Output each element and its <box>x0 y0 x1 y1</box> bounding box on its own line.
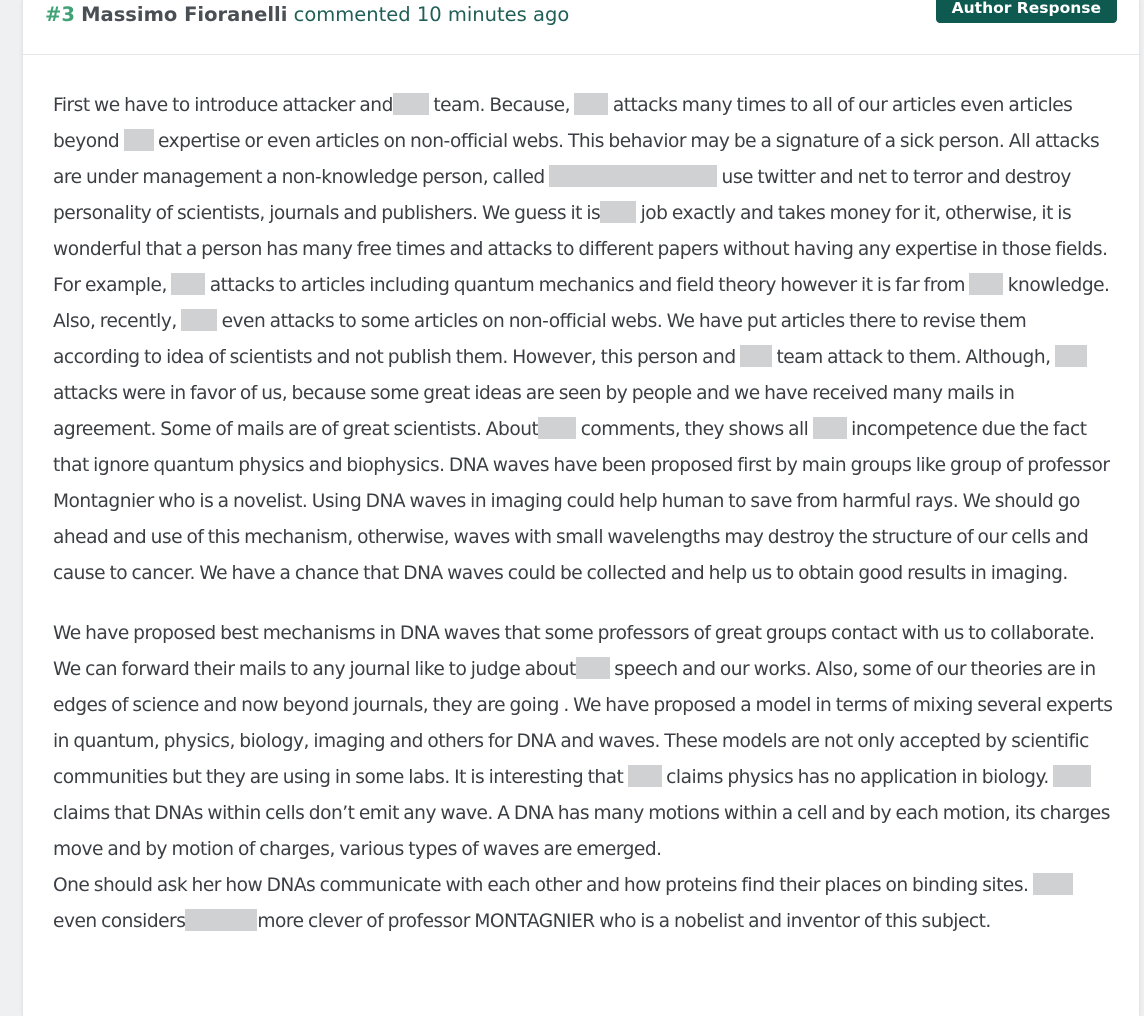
redaction <box>181 309 217 331</box>
paragraph-text: expertise or even articles on non-official webs. This behavior may be a signature of a sick person. All attacks are under management a non-knowledge person, called <box>53 131 1104 188</box>
paragraph-text: even considers <box>53 875 1078 932</box>
paragraph-text: team attack to them. Although, <box>772 347 1055 368</box>
paragraph-text: knowledge. Also, recently, <box>53 275 1114 332</box>
paragraph-text: One should ask her how DNAs communicate with each other and how proteins find their places on binding sites. <box>53 875 1033 896</box>
redaction <box>124 129 154 151</box>
redaction <box>1033 873 1073 895</box>
paragraph-text: even attacks to some articles on non-official webs. We have put articles there to revise them according to idea of scientists and not publish them. However, this person and <box>53 311 1031 368</box>
paragraph-text: use twitter and net to terror and destroy personality of scientists, journals and publishers. We guess it is <box>53 167 1076 224</box>
paragraph-text: team. Because, <box>428 95 575 116</box>
comment-body <box>53 88 1115 940</box>
paragraph-text: incompetence due the fact that ignore quantum physics and biophysics. DNA waves have been proposed first by main groups like group of professor Montagnier who is a novelist. Using DNA waves in imaging could help human to save from harmful rays. We should go ahead and use of this mechanism, otherwise, waves with small wavelengths may destroy the structure of our cells and cause to cancer. We have a chance that DNA waves could be collected and help us to obtain good results in imaging. <box>53 419 1114 584</box>
redaction <box>393 93 429 115</box>
paragraph-text: First we have to introduce attacker and <box>53 95 393 116</box>
paragraph-text: speech and our works. Also, some of our theories are in edges of science and now beyond journals, they are going . We have proposed a model in terms of mixing several experts in quantum, physics, biology, imaging and others for DNA and waves. These models are not only accepted by scientific communities but they are using in some labs. It is interesting that <box>53 659 1117 788</box>
redaction <box>969 273 1003 295</box>
comment-meta <box>45 2 569 28</box>
author-name[interactable]: Massimo Fioranelli <box>81 3 288 26</box>
comment-header <box>23 0 1139 55</box>
comment-number[interactable]: #3 <box>45 3 75 26</box>
paragraph-text: comments, they shows all <box>576 419 813 440</box>
redaction <box>1055 345 1087 367</box>
paragraph-text: attacks were in favor of us, because some great ideas are seen by people and we have received many mails in agreement. Some of mails are of great scientists. About <box>53 347 1092 440</box>
redaction <box>576 657 610 679</box>
paragraph-text: claims that DNAs within cells don’t emit any wave. A DNA has many motions within a cell and by each motion, its charges move and by motion of charges, various types of waves are emerged. <box>53 767 1115 860</box>
paragraph-text: attacks many times to all of our articles even articles beyond <box>53 95 1077 152</box>
redaction <box>600 201 636 223</box>
redaction <box>549 165 717 187</box>
author-response-badge: Author Response <box>936 0 1117 23</box>
redaction <box>1053 765 1091 787</box>
redaction <box>171 273 205 295</box>
redaction <box>574 93 608 115</box>
comment-paragraph-1 <box>53 88 1115 592</box>
redaction <box>185 909 257 931</box>
paragraph-text: claims physics has no application in biology. <box>661 767 1054 788</box>
paragraph-text: job exactly and takes money for it, otherwise, it is wonderful that a person has many free times and attacks to different papers without having any expertise in those fields. For example, <box>53 203 1112 296</box>
redaction <box>628 765 662 787</box>
comment-timestamp: commented 10 minutes ago <box>293 3 570 26</box>
redaction <box>538 417 576 439</box>
comment-paragraph-2 <box>53 616 1115 940</box>
comment-card <box>22 0 1140 1016</box>
paragraph-text: We have proposed best mechanisms in DNA waves that some professors of great groups contact with us to collaborate. We can forward their mails to any journal like to judge about <box>53 623 1099 680</box>
redaction <box>813 417 847 439</box>
paragraph-text: more clever of professor MONTAGNIER who is a nobelist and inventor of this subject. <box>257 911 991 932</box>
redaction <box>740 345 772 367</box>
paragraph-text: attacks to articles including quantum mechanics and field theory however it is far from <box>205 275 970 296</box>
